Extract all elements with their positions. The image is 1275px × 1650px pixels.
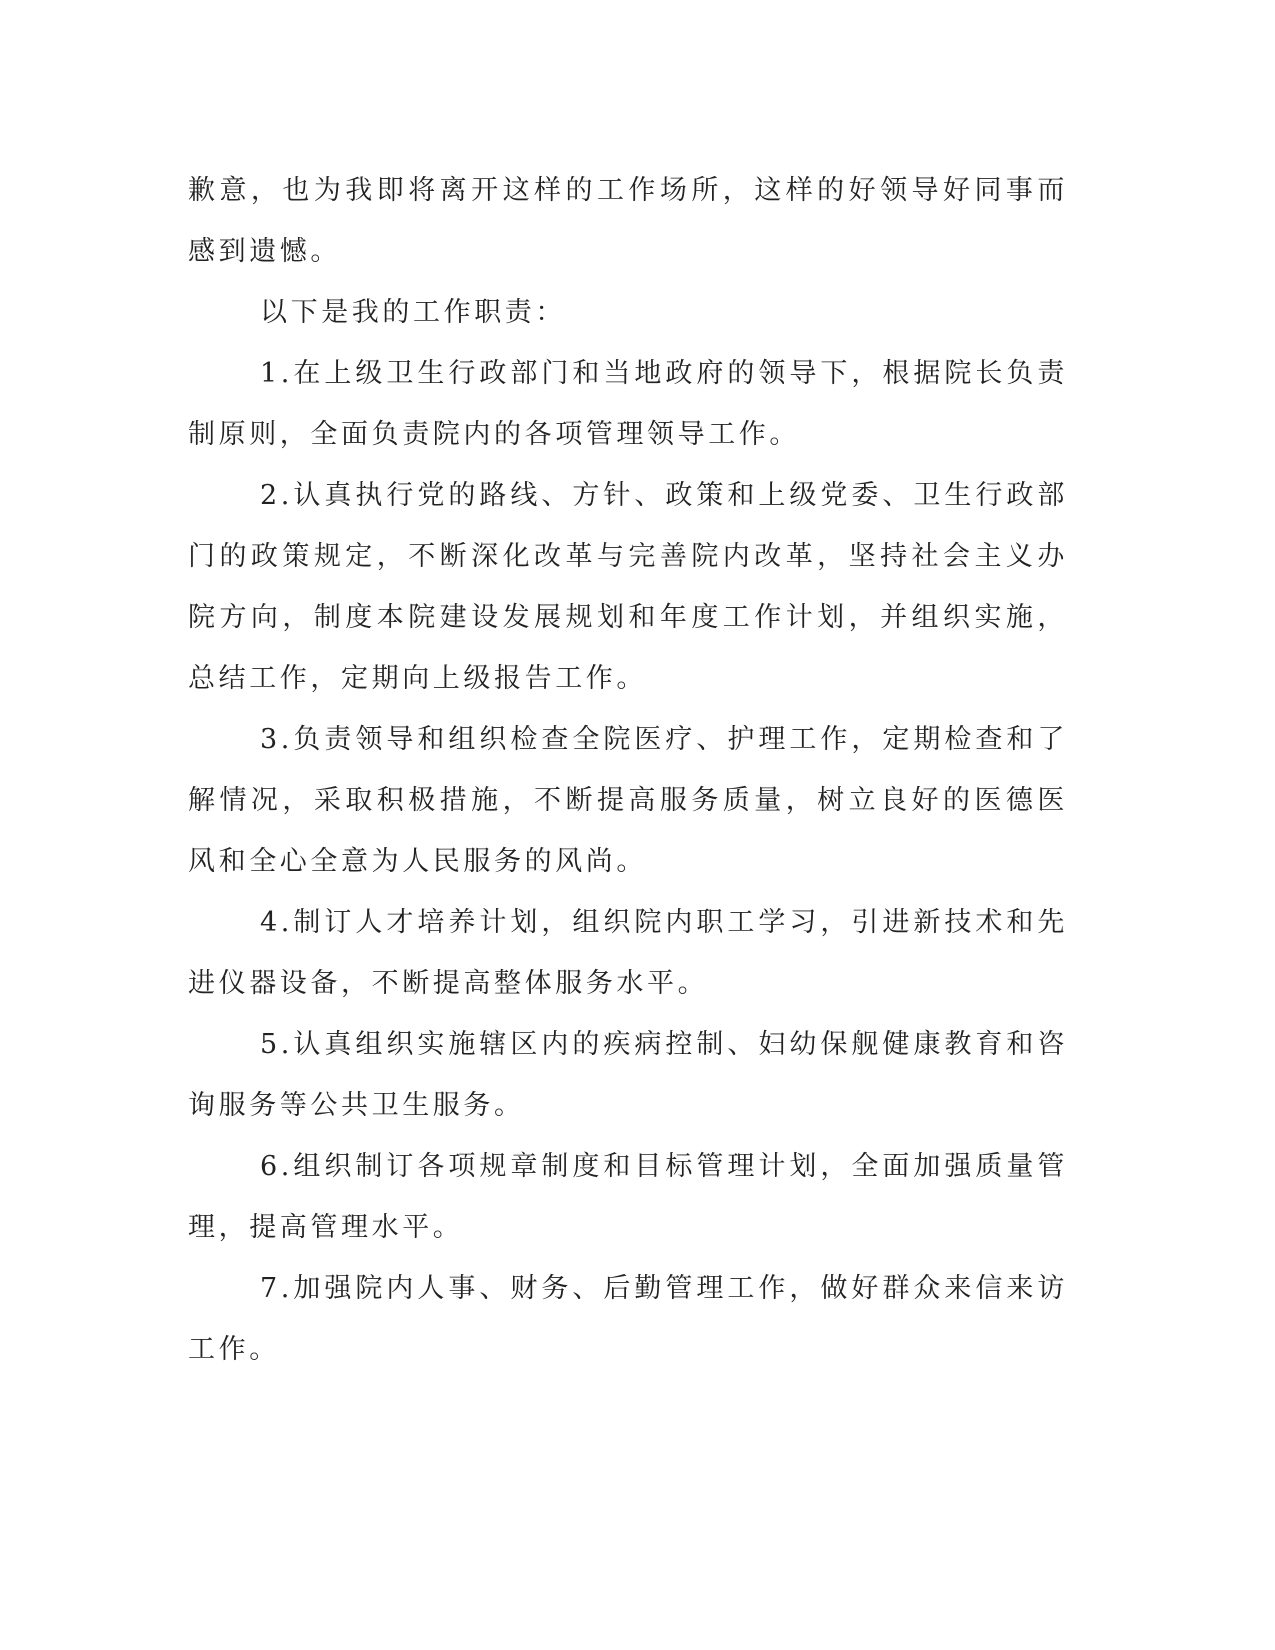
paragraph-duty-7: 7.加强院内人事、财务、后勤管理工作，做好群众来信来访工作。 <box>188 1273 1068 1365</box>
paragraph-apology: 歉意，也为我即将离开这样的工作场所，这样的好领导好同事而感到遗憾。 <box>188 175 1068 267</box>
paragraph-duty-5: 5.认真组织实施辖区内的疾病控制、妇幼保舰健康教育和咨询服务等公共卫生服务。 <box>188 1029 1068 1121</box>
paragraph-duty-6: 6.组织制订各项规章制度和目标管理计划，全面加强质量管理，提高管理水平。 <box>188 1151 1068 1243</box>
paragraph-duty-2: 2.认真执行党的路线、方针、政策和上级党委、卫生行政部门的政策规定，不断深化改革与完善院内改革，坚持社会主义办院方向，制度本院建设发展规划和年度工作计划，并组织实施，总结工作，定期向上级报告工作。 <box>188 480 1068 694</box>
paragraph-duty-3: 3.负责领导和组织检查全院医疗、护理工作，定期检查和了解情况，采取积极措施，不断提高服务质量，树立良好的医德医风和全心全意为人民服务的风尚。 <box>188 724 1068 877</box>
paragraph-duty-4: 4.制订人才培养计划，组织院内职工学习，引进新技术和先进仪器设备，不断提高整体服务水平。 <box>188 907 1068 999</box>
paragraph-duties-intro: 以下是我的工作职责： <box>260 297 566 328</box>
paragraph-duty-1: 1.在上级卫生行政部门和当地政府的领导下，根据院长负责制原则，全面负责院内的各项管理领导工作。 <box>188 358 1068 450</box>
document-body <box>188 160 1068 1380</box>
